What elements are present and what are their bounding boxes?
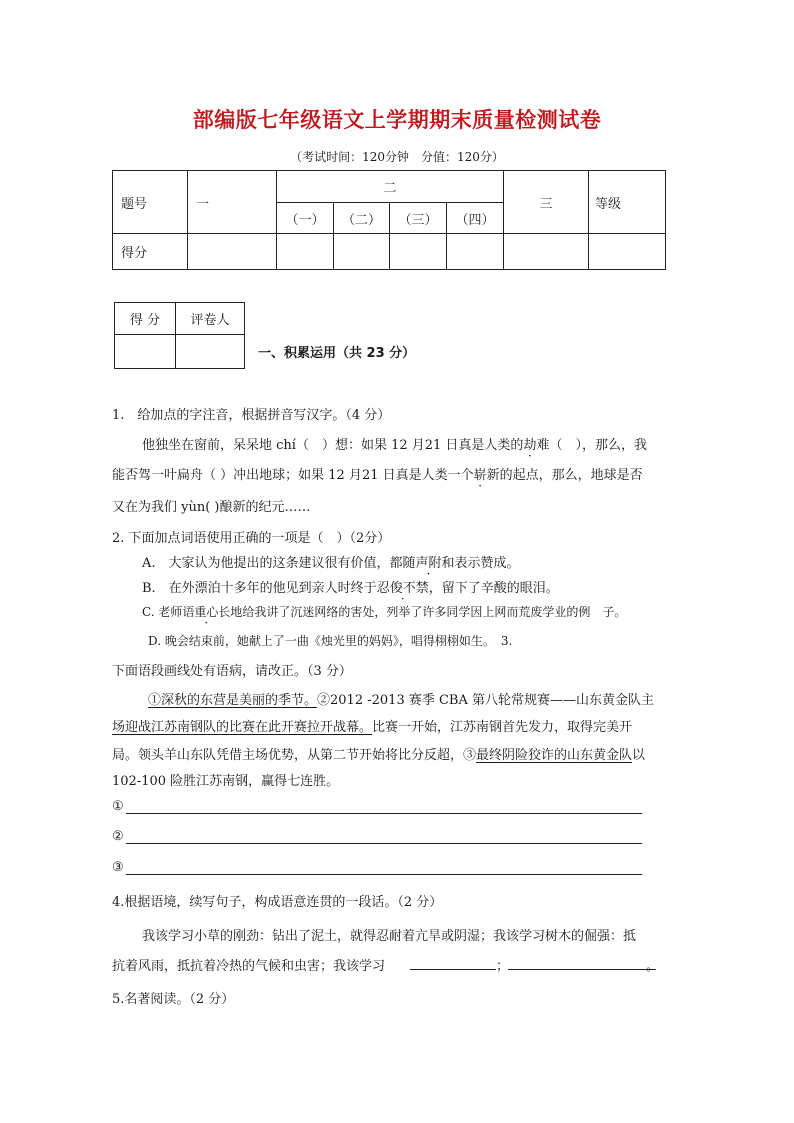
- q3-text: ②2012 -2013 赛季 CBA 第八轮常规赛——山东黄金队主: [317, 693, 654, 708]
- q2-b-text: ，留下了辛酸的眼泪。: [428, 581, 559, 596]
- dotted-char: 崭: [473, 468, 487, 483]
- q2-option-c: [142, 603, 626, 620]
- q2-b-text: B. 在外漂泊十多年的他见到亲人时终于: [142, 581, 377, 596]
- score-blank[interactable]: [504, 234, 589, 270]
- q1-line-2c: 新的起点，那么，地球是否: [486, 468, 643, 483]
- q2-c-text: C. 老师: [142, 605, 183, 619]
- answer-line-3[interactable]: [126, 874, 642, 875]
- score-blank[interactable]: [334, 234, 390, 270]
- q1-line-1: [142, 434, 647, 453]
- q1-stem: 1. 给加点的字注音，根据拼音写汉字。（4 分）: [112, 408, 391, 423]
- q2-stem: 2. 下面加点词语使用正确的一项是（ ）（2分）: [112, 531, 391, 546]
- cell-dengji: 等级: [589, 171, 666, 234]
- exam-info: （考试时间：120分钟 分值：120分）: [290, 150, 504, 164]
- score-blank[interactable]: [589, 234, 666, 270]
- answer-label-1: ①: [112, 799, 124, 814]
- underlined-sentence: 场迎战江苏南钢队的比赛在此开赛拉开战幕。: [112, 720, 373, 735]
- q2-option-d: D. 晚会结束前，她献上了一曲《烛光里的妈妈》，唱得栩栩如生。 3.: [148, 634, 513, 648]
- q4-end: 。: [646, 959, 660, 974]
- q3-para-line-3: [112, 744, 645, 763]
- dotted-phrase: 随声附和: [402, 556, 455, 571]
- score-blank[interactable]: [447, 234, 504, 270]
- answer-label-2: ②: [112, 829, 124, 844]
- grader-defen-label: 得 分: [115, 303, 176, 335]
- score-blank[interactable]: [277, 234, 334, 270]
- cell-sub-4: （四）: [447, 203, 504, 234]
- underlined-sentence: 最终阴险狡诈的山东黄金队: [476, 748, 633, 763]
- q2-option-a: [142, 552, 520, 571]
- q4-line-1: 我该学习小草的刚劲：钻出了泥土，就得忍耐着亢旱或阴湿；我该学习树木的倔强：抵: [142, 929, 637, 944]
- cell-er: 二: [277, 171, 504, 203]
- dotted-phrase: 语重心长: [182, 605, 231, 619]
- score-blank[interactable]: [188, 234, 277, 270]
- q3-stem: 下面语段画线处有语病，请改正。（3 分）: [112, 664, 352, 679]
- cell-tihao: 题号: [113, 171, 188, 234]
- dotted-char: 劫: [523, 438, 537, 453]
- cell-defen: 得分: [113, 234, 188, 270]
- q3-para-line-2: [112, 716, 632, 735]
- grader-name-blank[interactable]: [176, 335, 245, 369]
- cell-sub-3: （三）: [390, 203, 447, 234]
- cell-sub-2: （二）: [334, 203, 390, 234]
- q3-text: 以: [632, 748, 646, 763]
- q1-line-2a: 能否驾一叶扁舟（ ）冲出地球；如果 12 月21 日真是人类一个: [112, 468, 474, 483]
- q3-para-line-1: [148, 689, 654, 708]
- q1-line-1a: 他独坐在窗前，呆呆地 chí（ ）想：如果 12 月21 日真是人类的: [142, 438, 524, 453]
- grader-table: [114, 302, 245, 369]
- score-blank[interactable]: [390, 234, 447, 270]
- q4-line-2: 抗着风雨，抵抗着冷热的气候和虫害；我该学习: [112, 959, 386, 974]
- cell-san: 三: [504, 171, 589, 234]
- dotted-phrase: 忍俊不禁: [376, 581, 429, 596]
- q5-stem: 5.名著阅读。（2 分）: [112, 992, 235, 1007]
- q3-para-line-4: 102-100 险胜江苏南钢，赢得七连胜。: [112, 774, 340, 789]
- q1-line-3: 又在为我们 yùn( )酿新的纪元……: [112, 500, 311, 515]
- cell-yi: 一: [188, 171, 277, 234]
- score-table: [112, 170, 666, 270]
- q4-separator: ；: [496, 959, 510, 974]
- grader-pingjuanren-label: 评卷人: [176, 303, 245, 335]
- section-1-title: 一、积累运用（共 23 分）: [258, 346, 416, 361]
- grader-score-blank[interactable]: [115, 335, 176, 369]
- q1-line-1c: 难（ ），那么，我: [536, 438, 647, 453]
- q2-option-b: [142, 577, 559, 596]
- q2-c-text: 地给我讲了沉迷网络的害处，列举了许多同学因上网而荒废学业的例 子。: [230, 605, 627, 619]
- answer-label-3: ③: [112, 860, 124, 875]
- q3-text: 局。领头羊山东队凭借主场优势，从第二节开始将比分反超，③: [112, 748, 477, 763]
- q4-stem: 4.根据语境，续写句子，构成语意连贯的一段话。（2 分）: [112, 895, 443, 910]
- q4-answer-blank-2[interactable]: [508, 969, 656, 970]
- q2-a-text: A. 大家认为他提出的这条建议很有价值，都: [142, 556, 403, 571]
- answer-line-1[interactable]: [126, 813, 642, 814]
- q3-text: 比赛一开始，江苏南钢首先发力，取得完美开: [372, 720, 633, 735]
- underlined-sentence: ①深秋的东营是美丽的季节。: [148, 693, 318, 708]
- answer-line-2[interactable]: [126, 843, 642, 844]
- q2-a-text: 表示赞成。: [454, 556, 520, 571]
- page-title: 部编版七年级语文上学期期末质量检测试卷: [192, 108, 602, 132]
- cell-sub-1: （一）: [277, 203, 334, 234]
- q4-answer-blank-1[interactable]: [410, 969, 496, 970]
- q1-line-2: [112, 464, 643, 483]
